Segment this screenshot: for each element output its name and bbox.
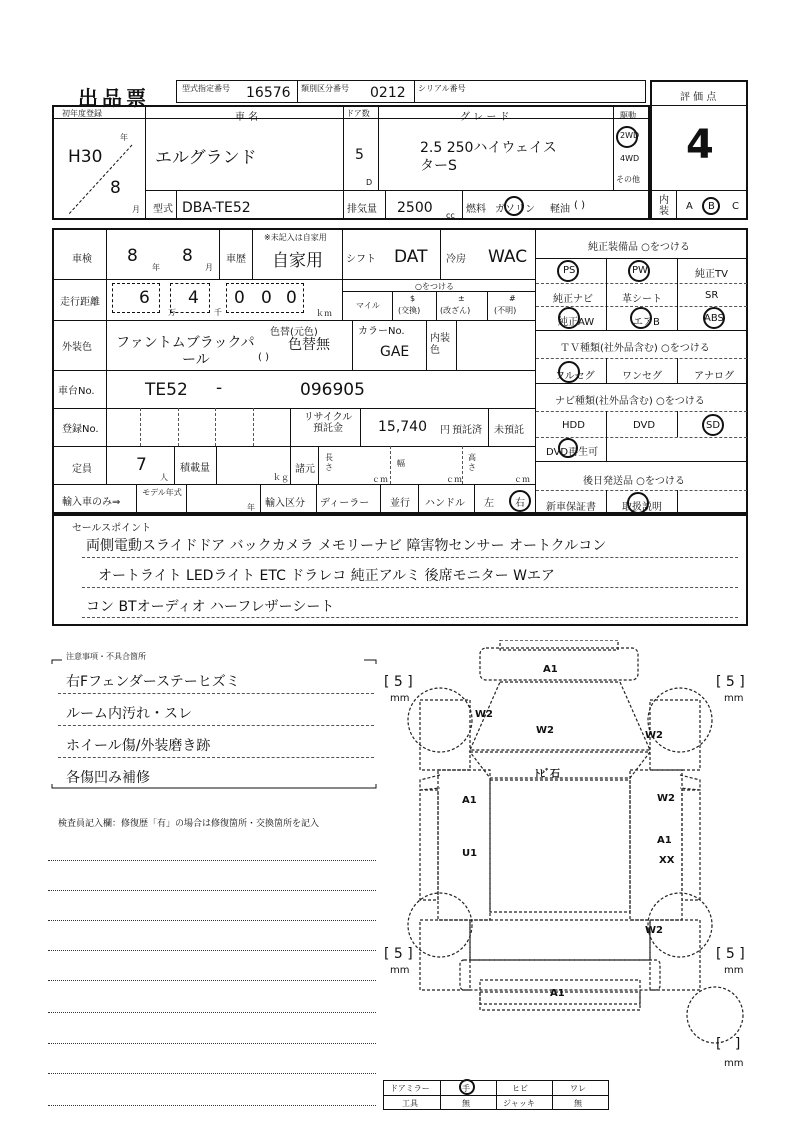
engine-label: 排気量 [347,204,377,215]
equip-sr: SR [705,290,719,301]
damage-right-rear-xx: XX [659,855,675,866]
score-value: 4 [686,122,714,168]
doors-value: 5 [355,147,364,163]
tire-rl-bracket: [ 5 ] [384,946,413,962]
color-line1: ファントムブラックパ [116,335,255,351]
interior-b-circle [702,197,720,215]
tv-oneseg: ワンセグ [622,371,662,382]
mirror-circle [459,1079,475,1095]
reg-year-unit: 年 [120,133,128,142]
car-name: エルグランド [155,148,257,168]
tire-spare-mm: mm [724,1058,744,1069]
dim-label: 諸元 [295,464,315,475]
import-dealer: ディーラー [320,498,370,509]
kata-value: 16576 [246,85,291,101]
mirror-value: 手 [462,1084,470,1093]
mileage-exch: (交換) [398,306,421,315]
equip-aw-circle [558,307,580,329]
mileage-digit-1: 6 [139,288,150,308]
mirror-label: ドアミラー [390,1084,430,1093]
equip-navi: 純正ナビ [553,294,593,305]
mileage-digit-3: 0 [234,288,245,308]
notes-item-3: ホイール傷/外装磨き跡 [66,738,211,754]
inspector-label: 検査員記入欄：修復歴「有」の場合は修復箇所・交換箇所を記入 [58,819,320,829]
tire-rl-mm: mm [390,965,410,976]
shaken-label: 車検 [72,254,92,265]
dim-hei-cm: ｃｍ [514,475,530,484]
katashiki-value: DBA-TE52 [182,200,251,216]
mileage-man: 万 [168,308,176,317]
color-label: 外装色 [62,342,92,353]
interior-label: 内装 [659,195,669,217]
break-label: ワレ [570,1084,586,1093]
equip-abs-circle [703,307,725,329]
capacity-unit: 人 [160,473,168,482]
tv-analog: アナログ [694,371,734,382]
doors-label: ドア数 [346,109,370,118]
capacity-label: 定員 [72,464,92,475]
grade-line1: 2.5 250ハイウェイス [420,140,557,156]
dim-wid-cm: ｃｍ [446,475,462,484]
navi-sd: SD [706,420,721,431]
sales-line3: コン BTオーディオ ハーフレザーシート [86,599,335,615]
aircon-label: 冷房 [446,254,466,265]
mileage-digit-4: 0 [261,288,272,308]
recycle-yen: 円 [440,425,450,436]
damage-front-right: W2 [645,730,663,741]
dim-len-label: 長さ [325,453,333,472]
damage-right-rear-door: A1 [657,835,672,846]
shift-value: DAT [394,247,428,267]
tv-header: ＴＶ種類(社外品含む) ○をつける [560,343,710,354]
notes-item-1: 右Fフェンダーステーヒズミ [66,674,240,690]
fuel-label: 燃料 [466,204,486,215]
ruibetsu-label: 類別区分番号 [301,84,349,93]
mileage-sen: 千 [214,308,222,317]
damage-rear-bumper: A1 [550,988,565,999]
recycle-unpaid: 未預託 [494,425,524,436]
damage-front-bumper: A1 [543,664,558,675]
color-change-value: 色替無 [288,337,330,353]
drive-2wd-circle [616,126,638,148]
score-label: 評 価 点 [680,92,717,103]
equip-abs: ABS [704,313,724,324]
chassis-label: 車台No. [58,386,95,397]
reg-month-unit: 月 [132,205,140,214]
tv-fullseg-circle [558,361,580,383]
drive-2wd: 2WD [620,131,640,140]
load-label: 積載量 [180,463,210,474]
page-title: 出品票 [78,86,150,110]
equip-pw: PW [632,265,648,276]
grade-label: グ レ ー ド [460,112,510,123]
import-kind-label: 輸入区分 [265,498,305,509]
colorno-value: GAE [380,344,410,360]
regno-label: 登録No. [62,424,99,435]
shaken-month: 8 [182,246,193,266]
equip-pw-circle [628,260,650,282]
navi-sd-circle [702,414,724,436]
dim-len-cm: ｃｍ [372,475,388,484]
later-manual-circle [627,492,649,514]
navi-dvd: DVD [633,420,656,431]
shaken-month-unit: 月 [205,263,213,272]
tire-fl-bracket: [ 5 ] [384,674,413,690]
recycle-paid: 預託済 [452,425,482,436]
color-change-paren: ( ) [258,352,269,363]
equip-tv: 純正TV [695,269,728,280]
later-header: 後日発送品 ○をつける [583,476,685,487]
handle-label: ハンドル [425,498,465,509]
load-kg: ｋｇ [273,473,289,482]
grade-line2: ターS [420,158,457,174]
interior-c: C [732,201,739,212]
fuel-paren: ( ) [574,200,585,211]
reg-divider-slash [60,140,140,220]
chassis-dash: - [216,378,223,398]
kata-label: 型式指定番号 [182,84,230,93]
doors-suffix: D [366,178,373,187]
mileage-label: 走行距離 [60,297,100,308]
drive-other: その他 [616,175,640,184]
dim-wid-label: 幅 [397,459,405,468]
chassis-number: 096905 [300,380,365,400]
handle-right-circle [509,490,531,512]
damage-left-rear-door: U1 [462,848,478,859]
shaken-year: 8 [127,246,138,266]
handle-left: 左 [484,498,494,509]
shift-label: シフト [346,254,376,265]
mileage-alt: (改ざん) [440,306,471,315]
color-line2: ール [182,352,210,368]
interior-a: A [686,201,693,212]
navi-hdd: HDD [562,420,585,431]
jack-value: 無 [574,1099,582,1108]
import-parallel: 並行 [390,498,410,509]
mileage-unk-mark: # [509,294,516,303]
model-year-unit: 年 [247,503,255,512]
chassis-prefix: TE52 [145,380,188,400]
notes-item-4: 各傷凹み補修 [66,770,150,786]
tire-rr-depth: 5 [725,946,735,962]
equip-header: 純正装備品 ○をつける [588,242,690,253]
reg-label: 初年度登録 [62,109,102,118]
recycle-label: リサイクル預託金 [303,412,353,434]
car-name-label: 車 名 [235,112,259,123]
damage-left-front-door: A1 [462,795,477,806]
tire-fr-depth: 5 [725,674,735,690]
tire-rl-depth: 5 [393,946,403,962]
crack-label: ヒビ [512,1084,528,1093]
mileage-alt-mark: ± [458,294,465,303]
history-label: 車歴 [226,254,246,265]
history-value: 自家用 [272,251,323,271]
capacity-value: 7 [136,455,147,475]
handle-right: 右 [515,498,525,509]
notes-item-2: ルーム内汚れ・スレ [66,706,192,722]
later-warranty: 新車保証書 [546,502,596,513]
navi-dvd-play-circle [558,438,578,458]
sales-line1: 両側電動スライドドア バックカメラ メモリーナビ 障害物センサー オートクルコン [86,538,607,554]
sales-line2: オートライト LEDライト ETC ドラレコ 純正アルミ 後席モニター Wエア [98,568,555,584]
equip-airbag: エアB [633,317,660,328]
equip-ps-circle [557,260,579,282]
tire-fl-mm: mm [390,693,410,704]
tools-value: 無 [462,1099,470,1108]
serial-label: シリアル番号 [418,84,466,93]
tire-fl-depth: 5 [393,674,403,690]
dim-hei-label: 高さ [468,453,476,472]
model-year-label: モデル年式 [142,488,182,497]
mileage-digit-5: 0 [286,288,297,308]
mileage-km: ｋｍ [316,309,332,318]
notes-label: 注意事項・不具合箇所 [66,652,146,661]
aircon-value: WAC [488,247,528,267]
engine-value: 2500 [397,200,433,216]
ruibetsu-value: 0212 [370,85,406,101]
damage-right-front-door: W2 [657,793,675,804]
equip-leather: 革シート [622,294,662,305]
katashiki-label: 型式 [153,204,173,215]
mileage-note: ○をつける [415,282,454,291]
reg-month: 8 [110,178,121,198]
int-color-label: 内装色 [430,333,450,356]
damage-windshield: ﾄﾋﾞ石 [535,769,560,780]
equip-aw: 純正AW [558,317,595,328]
tire-fr-mm: mm [724,693,744,704]
damage-hood: W2 [536,725,554,736]
damage-front-left: W2 [475,709,493,720]
tire-fr-bracket: [ 5 ] [716,674,745,690]
drive-4wd: 4WD [620,154,640,163]
equip-ps: PS [563,265,576,276]
navi-header: ナビ種類(社外品含む) ○をつける [555,396,705,407]
car-diagram [380,640,750,1080]
engine-unit: cc [446,211,455,220]
interior-b: B [708,201,715,212]
fuel-diesel: 軽油 [550,204,570,215]
jack-label: ジャッキ [503,1099,535,1108]
sales-label: セールスポイント [72,523,152,534]
mileage-unk: (不明) [494,306,517,315]
drive-label: 駆動 [620,111,636,120]
tv-fullseg: フルセグ [555,371,595,382]
tire-rr-mm: mm [724,965,744,976]
reg-era: H30 [68,147,103,167]
mileage-digit-2: 4 [188,288,199,308]
damage-rear-right: W2 [645,925,663,936]
later-manual: 取扱説明 [622,502,662,513]
fuel-gas-circle [504,196,524,216]
tools-label: 工具 [402,1099,418,1108]
colorno-label: カラーNo. [358,326,405,337]
tire-rr-bracket: [ 5 ] [716,946,745,962]
history-note: ※未記入は自家用 [264,233,327,242]
recycle-value: 15,740 [378,419,427,435]
tire-spare-bracket: [ ] [716,1036,741,1052]
shaken-year-unit: 年 [152,263,160,272]
mileage-mile: マイル [356,301,380,310]
fuel-gas: ガソリン [495,204,535,215]
color-change-label: 色替(元色) [270,327,318,338]
mileage-exch-mark: $ [410,294,416,303]
navi-dvd-play: DVD再生可 [546,447,599,458]
equip-airbag-circle [630,307,652,329]
import-label: 輸入車のみ⇒ [62,497,121,508]
